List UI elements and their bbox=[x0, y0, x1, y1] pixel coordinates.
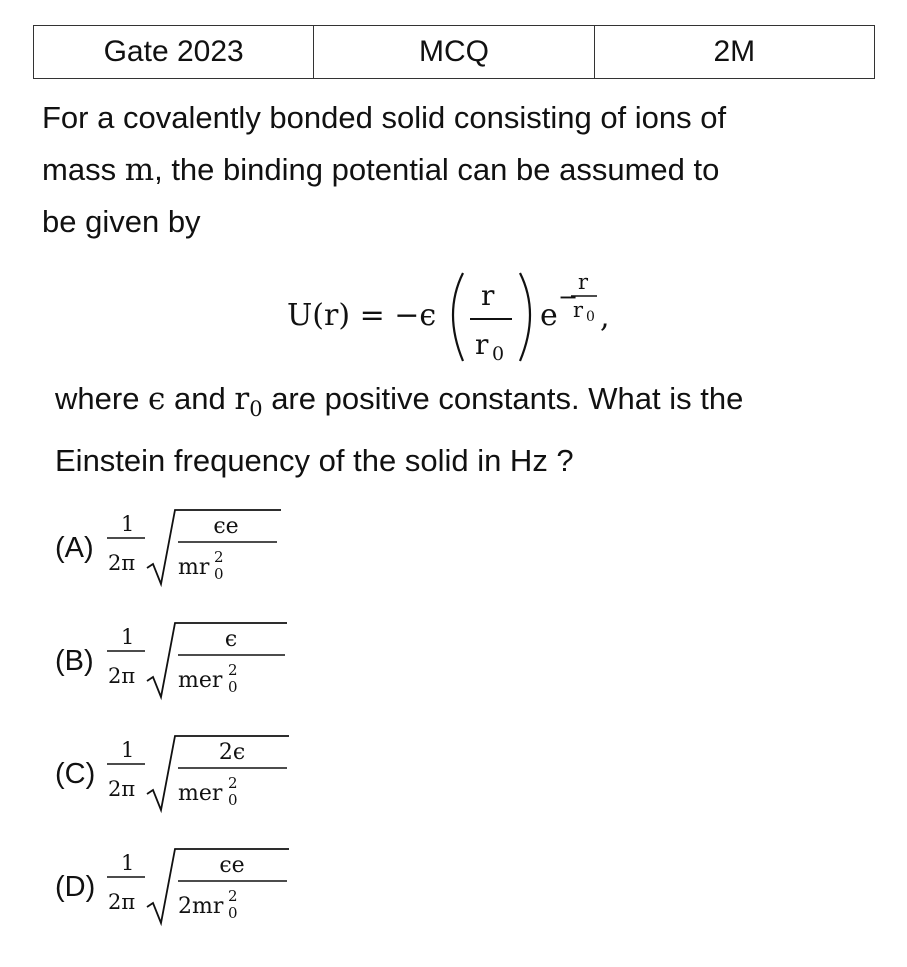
option-c-sup: 2 bbox=[228, 774, 238, 792]
question-line-2-pre: mass bbox=[42, 152, 125, 187]
equation-trailing-comma: , bbox=[600, 300, 610, 335]
option-d-prefactor-den: 2π bbox=[108, 890, 136, 914]
followup-post: are positive constants. What is the bbox=[262, 381, 744, 416]
question-line-3: be given by bbox=[42, 204, 201, 239]
equation-exp-num: r bbox=[578, 270, 589, 294]
option-b-sup: 2 bbox=[228, 661, 238, 679]
option-a-label: (A) bbox=[55, 532, 94, 564]
option-d-sup: 2 bbox=[228, 887, 238, 905]
header-cell-exam: Gate 2023 bbox=[34, 26, 314, 78]
option-d[interactable] bbox=[55, 843, 375, 933]
equation-frac-num: r bbox=[481, 279, 495, 312]
option-b-expression bbox=[103, 617, 303, 707]
r0-base: r bbox=[234, 381, 250, 417]
option-a-sup: 2 bbox=[214, 548, 224, 566]
option-b-prefactor-num: 1 bbox=[121, 625, 135, 649]
equation-lhs: U(r) = −ϵ bbox=[287, 298, 437, 333]
option-d-radicand-num: ϵe bbox=[219, 853, 245, 878]
option-b-sub: 0 bbox=[228, 678, 238, 696]
question-followup bbox=[55, 373, 885, 487]
mass-symbol: m bbox=[124, 152, 155, 188]
header-table bbox=[33, 25, 875, 79]
equation-frac-den: r bbox=[475, 328, 489, 361]
option-c-prefactor-num: 1 bbox=[121, 738, 135, 762]
epsilon-symbol: ϵ bbox=[148, 381, 166, 417]
option-d-prefactor-num: 1 bbox=[121, 851, 135, 875]
r0-symbol bbox=[234, 381, 263, 422]
followup-line-2: Einstein frequency of the solid in Hz ? bbox=[55, 443, 574, 479]
option-c-expression bbox=[103, 730, 303, 820]
option-c[interactable] bbox=[55, 730, 375, 820]
option-b-radicand-num: ϵ bbox=[224, 627, 238, 652]
equation-exp-den-sub: 0 bbox=[586, 309, 595, 325]
option-c-label: (C) bbox=[55, 758, 96, 790]
equation-right-paren bbox=[520, 273, 530, 361]
option-a[interactable] bbox=[55, 504, 375, 594]
option-d-radicand-den: 2mr bbox=[178, 894, 224, 919]
option-b-radicand-den: mer bbox=[178, 668, 223, 693]
option-b[interactable] bbox=[55, 617, 375, 707]
equation-frac-den-sub: 0 bbox=[492, 343, 505, 365]
followup-mid: and bbox=[165, 381, 235, 416]
followup-pre: where bbox=[55, 381, 149, 416]
option-d-expression bbox=[103, 843, 303, 933]
option-a-sub: 0 bbox=[214, 565, 224, 583]
equation-exp-base: e bbox=[540, 298, 558, 333]
question-line-2-post: , the binding potential can be assumed to bbox=[154, 152, 720, 187]
option-c-radicand-den: mer bbox=[178, 781, 223, 806]
question-line-1: For a covalently bonded solid consisting of ions of bbox=[42, 100, 727, 135]
followup-line-1 bbox=[55, 373, 885, 435]
question-text bbox=[42, 92, 872, 248]
option-a-radicand-den: mr bbox=[178, 555, 210, 580]
equation-exp-den: r bbox=[573, 298, 584, 322]
question-line-2 bbox=[42, 144, 872, 196]
binding-potential-equation bbox=[287, 265, 647, 365]
option-b-label: (B) bbox=[55, 645, 94, 677]
option-a-prefactor-den: 2π bbox=[108, 551, 136, 575]
option-d-sub: 0 bbox=[228, 904, 238, 922]
equation-exp-sign: − bbox=[558, 283, 579, 311]
option-c-radicand-num: 2ϵ bbox=[218, 740, 246, 765]
header-cell-type: MCQ bbox=[314, 26, 594, 78]
option-a-prefactor-num: 1 bbox=[121, 512, 135, 536]
option-c-prefactor-den: 2π bbox=[108, 777, 136, 801]
option-c-sub: 0 bbox=[228, 791, 238, 809]
option-d-label: (D) bbox=[55, 871, 96, 903]
header-cell-marks: 2M bbox=[713, 35, 756, 68]
option-a-radicand-num: ϵe bbox=[213, 514, 239, 539]
r0-subscript: 0 bbox=[249, 397, 263, 422]
equation-left-paren bbox=[453, 273, 463, 361]
option-b-prefactor-den: 2π bbox=[108, 664, 136, 688]
option-a-expression bbox=[103, 504, 303, 594]
